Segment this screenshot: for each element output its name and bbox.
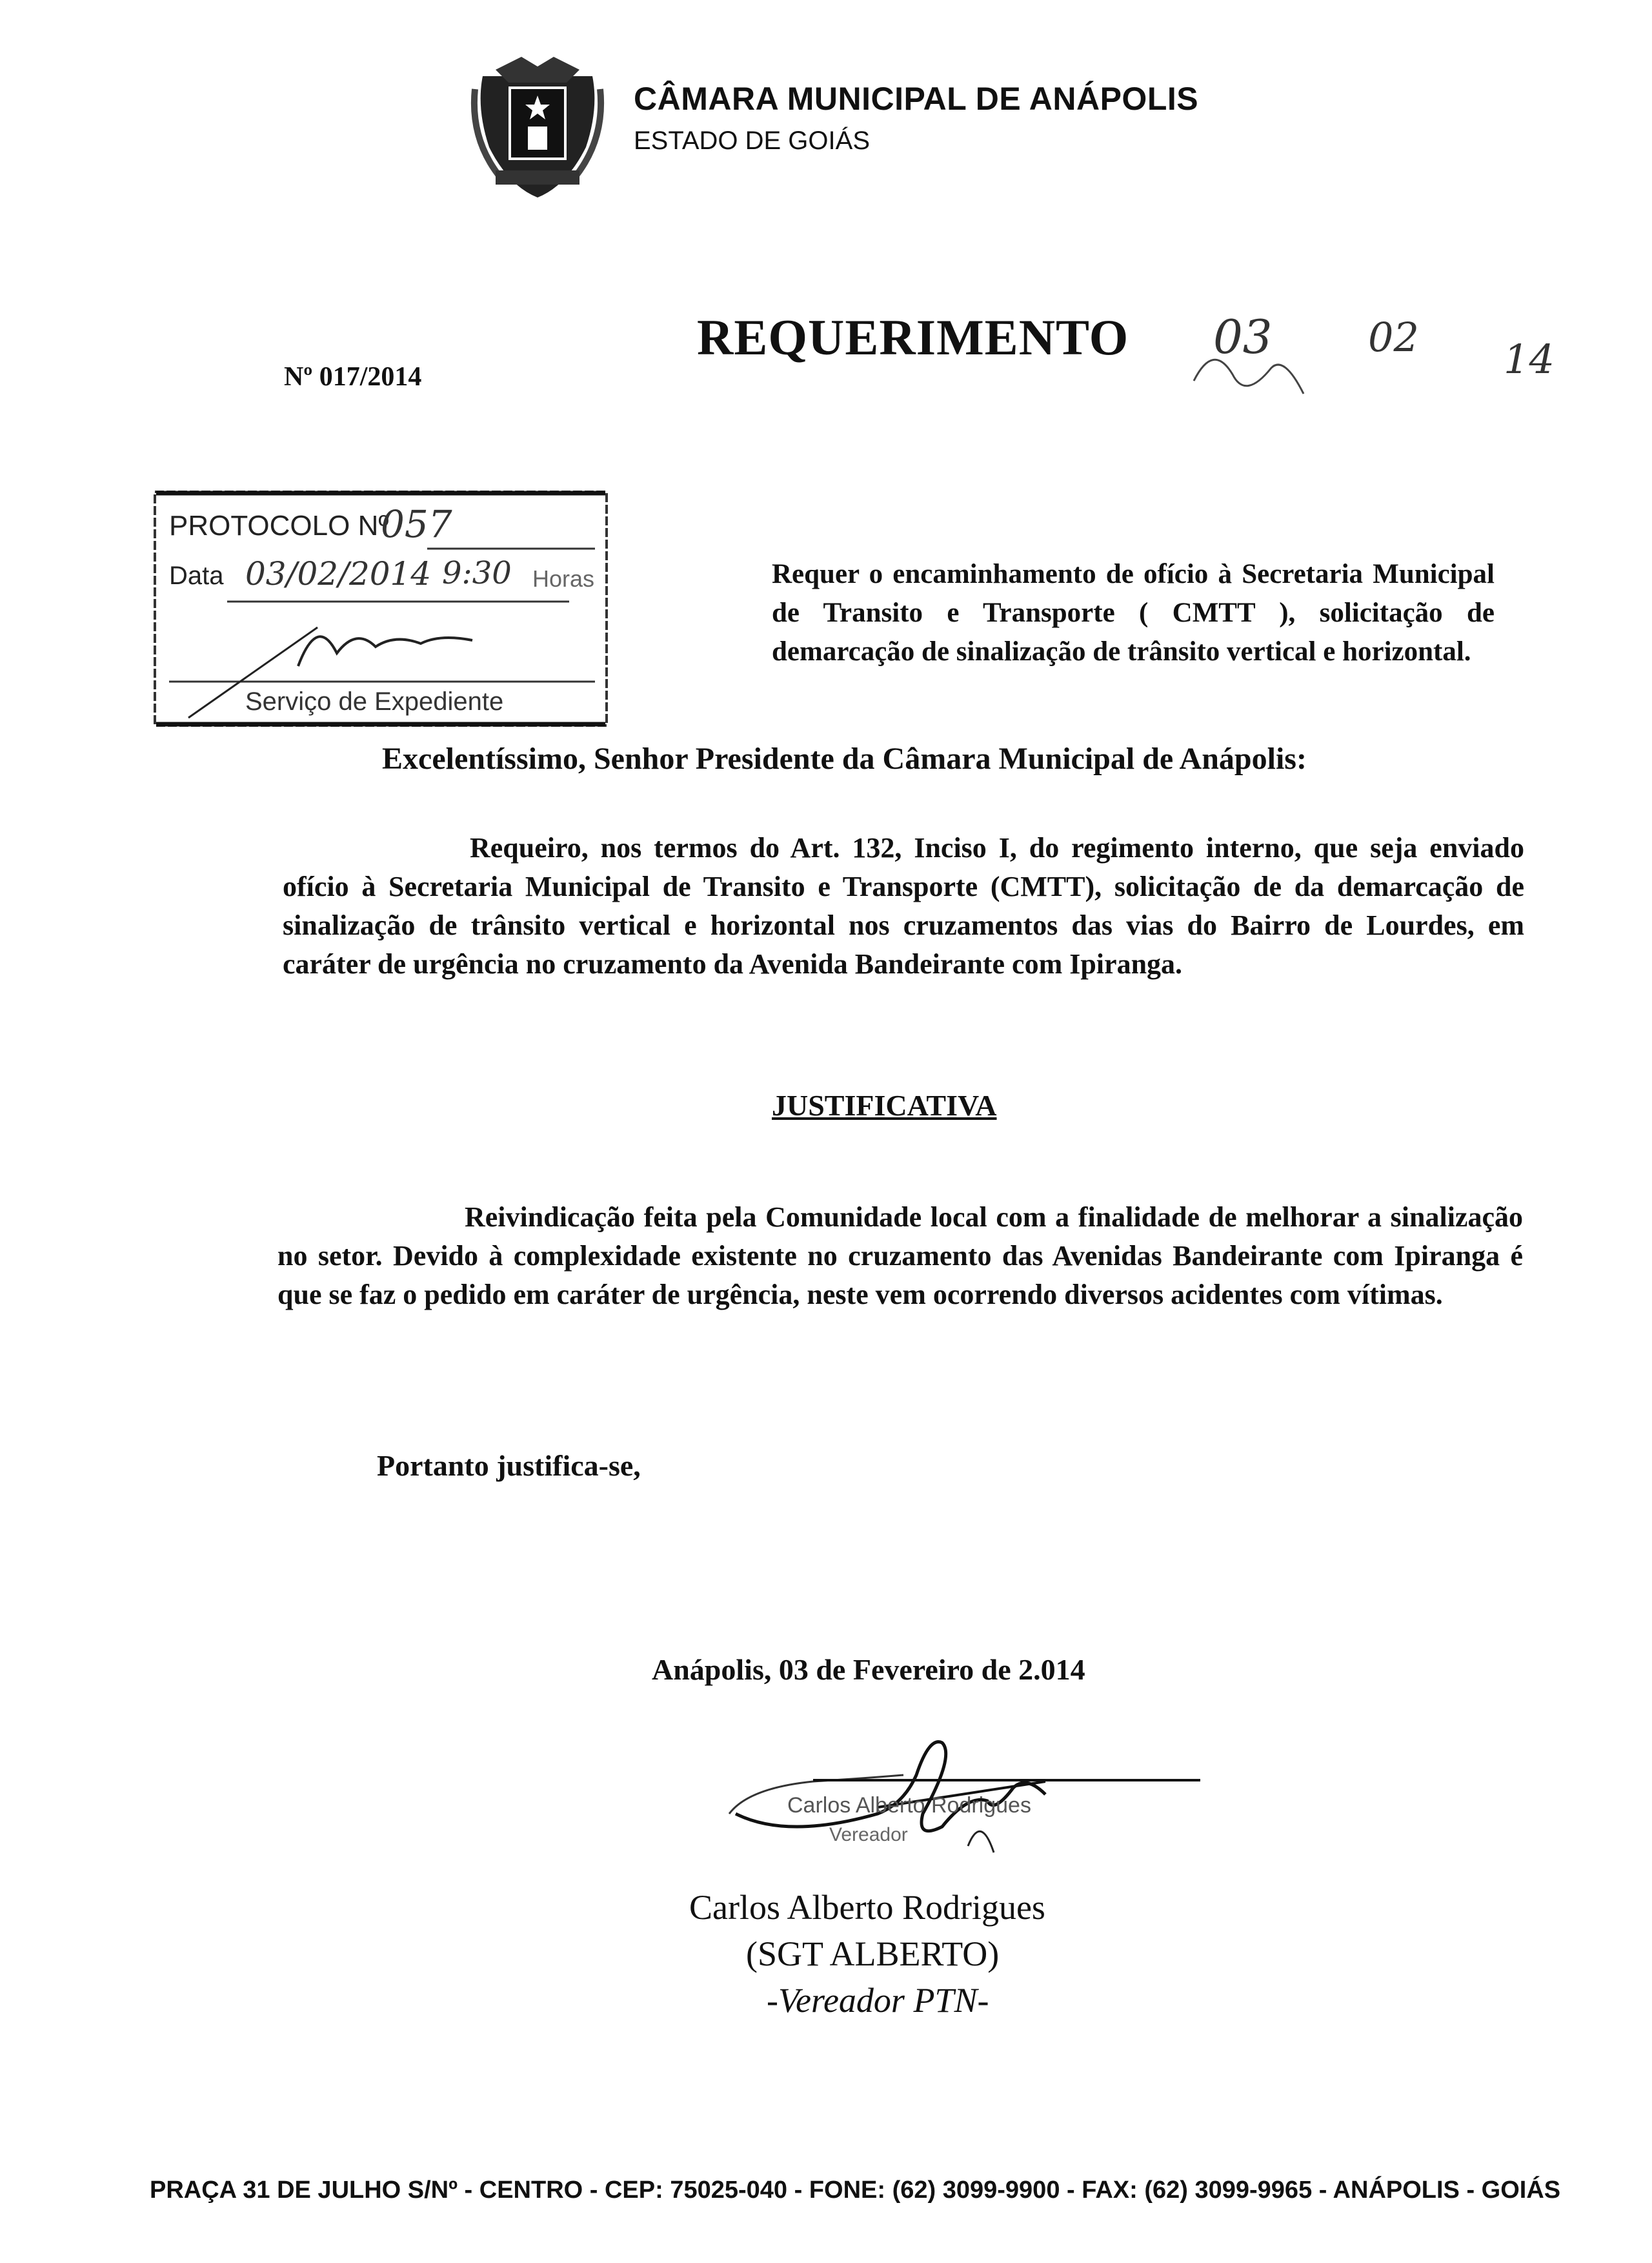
stamp-protocol-label: PROTOCOLO Nº (169, 510, 389, 542)
organization-name: CÂMARA MUNICIPAL DE ANÁPOLIS (634, 81, 1199, 117)
signature-stamp-name: Carlos Alberto Rodrigues (787, 1793, 1031, 1818)
footer-address: PRAÇA 31 DE JULHO S/Nº - CENTRO - CEP: 75025-040 - FONE: (62) 3099-9900 - FAX: (62) 3099-9965 - ANÁPOLIS - GOIÁS (150, 2177, 1561, 2204)
signature-stamp-role: Vereador (829, 1824, 908, 1845)
request-paragraph (283, 829, 1524, 984)
signer-name: Carlos Alberto Rodrigues (689, 1888, 1045, 1927)
justification-heading: JUSTIFICATIVA (772, 1089, 997, 1122)
document-number: Nº 017/2014 (284, 362, 422, 392)
stamp-time-value: 9:30 (442, 555, 512, 591)
request-paragraph-text: Requeiro, nos termos do Art. 132, Inciso I, do regimento interno, que seja enviado ofício à Secretaria Municipal de Transito e Transporte (CMTT), solicitação de da demarcação de sinalização de trânsito vertical e horizontal nos cruzamentos das vias do Bairro de Lourdes, em caráter de urgência no cruzamento da Avenida Bandeirante com Ipiranga. (283, 832, 1524, 980)
coat-of-arms-logo (470, 50, 605, 199)
handwritten-date-strokes (1187, 303, 1549, 432)
handwritten-date-year: 14 (1504, 336, 1555, 383)
stamp-protocol-number: 057 (381, 502, 452, 546)
handwritten-date-month: 02 (1368, 314, 1419, 361)
signer-alias: (SGT ALBERTO) (746, 1934, 1000, 1973)
justification-paragraph (277, 1198, 1523, 1314)
handwritten-date-day: 03 (1213, 310, 1273, 364)
greeting: Excelentíssimo, Senhor Presidente da Câmara Municipal de Anápolis: (382, 742, 1307, 776)
organization-state: ESTADO DE GOIÁS (634, 127, 870, 155)
signer-role: -Vereador PTN- (767, 1981, 989, 2020)
justification-paragraph-text: Reivindicação feita pela Comunidade local com a finalidade de melhorar a sinalização no setor. Devido à complexidade existente no cruzamento das Avenidas Bandeirante com Ipiranga é que se faz o pedido em caráter de urgência, neste vem ocorrendo diversos acidentes com vítimas. (277, 1201, 1523, 1310)
closing-statement: Portanto justifica-se, (377, 1449, 641, 1482)
place-and-date: Anápolis, 03 de Fevereiro de 2.014 (652, 1653, 1085, 1686)
document-title: REQUERIMENTO (697, 309, 1129, 365)
stamp-date-label: Data (169, 562, 224, 590)
request-summary: Requer o encaminhamento de ofício à Secretaria Municipal de Transito e Transporte ( CMTT ), solicitação de demarcação de sinalização de trânsito vertical e horizontal. (772, 559, 1495, 667)
stamp-time-label: Horas (532, 565, 595, 592)
stamp-date-value: 03/02/2014 (245, 555, 432, 593)
stamp-department: Serviço de Expediente (245, 687, 504, 716)
